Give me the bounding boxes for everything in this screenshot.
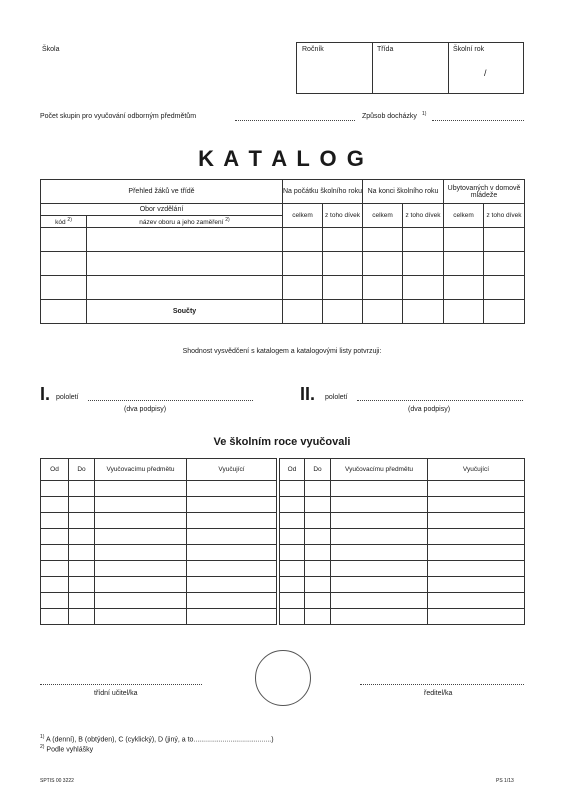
confirmation-text: Shodnost vysvědčení s katalogem a katalogovými listy potvrzuji: [182, 348, 382, 355]
director-label: ředitel/ka [424, 690, 453, 697]
school-label: Škola [42, 46, 60, 53]
table-row [280, 561, 525, 577]
code-header-note: 2) [67, 216, 72, 223]
groups-line [40, 113, 526, 123]
table-row [280, 529, 525, 545]
table-row [280, 609, 525, 625]
left-from-header: Od [41, 459, 69, 481]
table-row [280, 593, 525, 609]
start-of-year-header: Na počátku školního roku [283, 180, 363, 204]
end-total-header: celkem [363, 204, 403, 228]
header-box [38, 42, 524, 94]
stamp-circle [255, 650, 311, 706]
second-semester-signature-line [357, 400, 523, 401]
footnote-2-mark: 2) [40, 744, 45, 750]
field-name-header-label: název oboru a jeho zaměření [139, 219, 224, 227]
second-semester-block [300, 384, 524, 420]
attendance-dotted-field [432, 120, 524, 121]
first-semester-note: (dva podpisy) [124, 406, 167, 413]
left-subject-header: Vyučovacímu předmětu [95, 459, 187, 481]
table-row [280, 481, 525, 497]
teachers-table-left [40, 458, 277, 625]
class-label: Třída [377, 46, 394, 53]
table-row [41, 561, 277, 577]
field-name-header [87, 216, 283, 228]
page-title: K A T A L O G [198, 146, 366, 171]
sums-row [41, 300, 525, 324]
header-divider-1 [296, 42, 297, 94]
overview-header: Přehled žáků ve třídě [41, 180, 283, 204]
teachers-section-title: Ve školním roce vyučovali [213, 436, 351, 448]
header-divider-2 [372, 42, 373, 94]
year-label: Ročník [302, 46, 324, 53]
attendance-label: Způsob docházky [362, 113, 417, 120]
dorm-total-header: celkem [444, 204, 484, 228]
sums-label: Součty [87, 300, 283, 324]
school-year-slash: / [484, 68, 487, 78]
start-girls-header: z toho dívek [323, 204, 363, 228]
footnote-2-text: Podle vyhlášky [46, 746, 94, 754]
footnote-1 [40, 734, 274, 743]
header-right-line [523, 42, 524, 94]
dorm-girls-header: z toho dívek [484, 204, 525, 228]
footnote-2 [40, 744, 93, 753]
attendance-note: 1) [422, 111, 427, 117]
table-row [41, 545, 277, 561]
second-semester-numeral: II. [300, 384, 316, 404]
table-row [41, 593, 277, 609]
teachers-table-right [279, 458, 525, 625]
table-row [280, 545, 525, 561]
school-year-label: Školní rok [453, 46, 485, 53]
second-semester-note: (dva podpisy) [408, 406, 451, 413]
table-row [41, 577, 277, 593]
header-bottom-line [296, 93, 524, 94]
first-semester-signature-line [88, 400, 253, 401]
groups-label: Počet skupin pro vyučování odborným předmětům [40, 113, 197, 120]
code-header-label: kód [55, 219, 66, 227]
table-row [41, 497, 277, 513]
end-girls-header: z toho dívek [403, 204, 444, 228]
class-teacher-label: třídní učitel/ka [94, 690, 138, 697]
code-header [41, 216, 87, 228]
groups-dotted-field [235, 120, 355, 121]
table-row [280, 577, 525, 593]
right-teacher-header: Vyučující [428, 459, 525, 481]
field-of-study-header: Obor vzdělání [41, 204, 283, 216]
footnote-1-text: A (denní), B (obtýden), C (cyklický), D (jiný, a to........................................) [46, 736, 274, 744]
right-to-header: Do [305, 459, 331, 481]
footer-right-code: PS 1/13 [496, 778, 514, 784]
footnote-1-mark: 1) [40, 734, 45, 740]
right-subject-header: Vyučovacímu předmětu [331, 459, 428, 481]
right-from-header: Od [280, 459, 305, 481]
footer-left-code: SPTIS 00 3222 [40, 778, 74, 784]
table-row [41, 513, 277, 529]
table-row [280, 497, 525, 513]
table-row [280, 513, 525, 529]
table-row [41, 481, 277, 497]
end-of-year-header: Na konci školního roku [363, 180, 444, 204]
dorm-header: Ubytovaných v domově mládeže [444, 180, 525, 204]
table-row [41, 228, 525, 252]
first-semester-block [40, 384, 260, 420]
second-semester-label: pololetí [325, 394, 348, 401]
table-row [41, 529, 277, 545]
table-row [41, 609, 277, 625]
header-divider-3 [448, 42, 449, 94]
first-semester-label: pololetí [56, 394, 79, 401]
left-teacher-header: Vyučující [187, 459, 277, 481]
director-signature-line [360, 684, 524, 685]
field-name-header-note: 2) [225, 216, 230, 223]
overview-table [40, 179, 525, 324]
class-teacher-signature-line [40, 684, 202, 685]
left-to-header: Do [69, 459, 95, 481]
table-row [41, 276, 525, 300]
start-total-header: celkem [283, 204, 323, 228]
header-top-line [296, 42, 524, 43]
table-row [41, 252, 525, 276]
first-semester-numeral: I. [40, 384, 51, 404]
